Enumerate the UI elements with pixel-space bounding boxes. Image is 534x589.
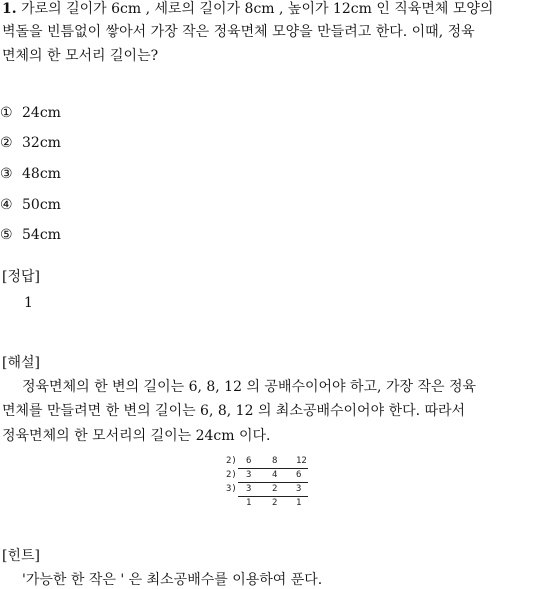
division-rule [238, 468, 308, 469]
question-text-line-3: 면체의 한 모서리 길이는? [2, 48, 159, 64]
question-text-line-1: 가로의 길이가 6cm , 세로의 길이가 8cm , 높이가 12cm 인 직육면체 모양의 [21, 1, 494, 17]
answer-heading: [정답] [2, 269, 40, 285]
division-value: 12 [296, 456, 307, 466]
question-text-line-2: 벽돌을 빈틈없이 쌓아서 가장 작은 정육면체 모양을 만들려고 한다. 이때, 정육 [2, 24, 475, 40]
explanation-line-2: 면체를 만들려면 한 변의 길이는 6, 8, 12 의 최소공배수이어야 한다. 따라서 [2, 403, 466, 419]
choice-1-mark: ① [0, 105, 13, 121]
choice-4-mark: ④ [0, 197, 13, 213]
choice-2-text: 32cm [22, 135, 61, 151]
choice-3-text: 48cm [22, 166, 61, 182]
choice-3-mark: ③ [0, 166, 13, 182]
choice-2[interactable] [0, 134, 61, 152]
division-value: 6 [296, 470, 302, 480]
choice-5[interactable] [0, 226, 61, 244]
question-line-1 [2, 0, 493, 18]
choice-4[interactable] [0, 196, 61, 214]
division-value: 1 [296, 498, 302, 508]
division-value: 2 [272, 484, 278, 494]
hint-heading: [힌트] [2, 548, 40, 564]
division-rule [238, 496, 308, 497]
explanation-line-1: 정육면체의 한 변의 길이는 6, 8, 12 의 공배수이어야 하고, 가장 작은 정육 [22, 379, 477, 395]
division-value: 3 [296, 484, 302, 494]
division-value: 3 [246, 470, 252, 480]
division-row-4 [224, 498, 314, 512]
division-divisor: 3) [226, 484, 237, 494]
question-number: 1. [2, 1, 17, 17]
division-value: 6 [246, 456, 252, 466]
choice-5-mark: ⑤ [0, 227, 13, 243]
division-value: 4 [272, 470, 278, 480]
division-divisor: 2) [226, 470, 237, 480]
division-rule [238, 482, 308, 483]
choice-2-mark: ② [0, 135, 13, 151]
division-value: 8 [272, 456, 278, 466]
lcm-division-ladder [224, 456, 314, 512]
choice-5-text: 54cm [22, 227, 61, 243]
explanation-line-3: 정육면체의 한 모서리의 길이는 24cm 이다. [2, 428, 271, 444]
hint-text: '가능한 한 작은 ' 은 최소공배수를 이용하여 푼다. [22, 572, 323, 588]
choice-1-text: 24cm [22, 105, 61, 121]
division-value: 1 [246, 498, 252, 508]
choice-4-text: 50cm [22, 197, 61, 213]
division-divisor: 2) [226, 456, 237, 466]
answer-value: 1 [24, 295, 33, 311]
division-value: 2 [272, 498, 278, 508]
explanation-heading: [해설] [2, 355, 40, 371]
choice-3[interactable] [0, 165, 61, 183]
division-value: 3 [246, 484, 252, 494]
choice-1[interactable] [0, 104, 61, 122]
